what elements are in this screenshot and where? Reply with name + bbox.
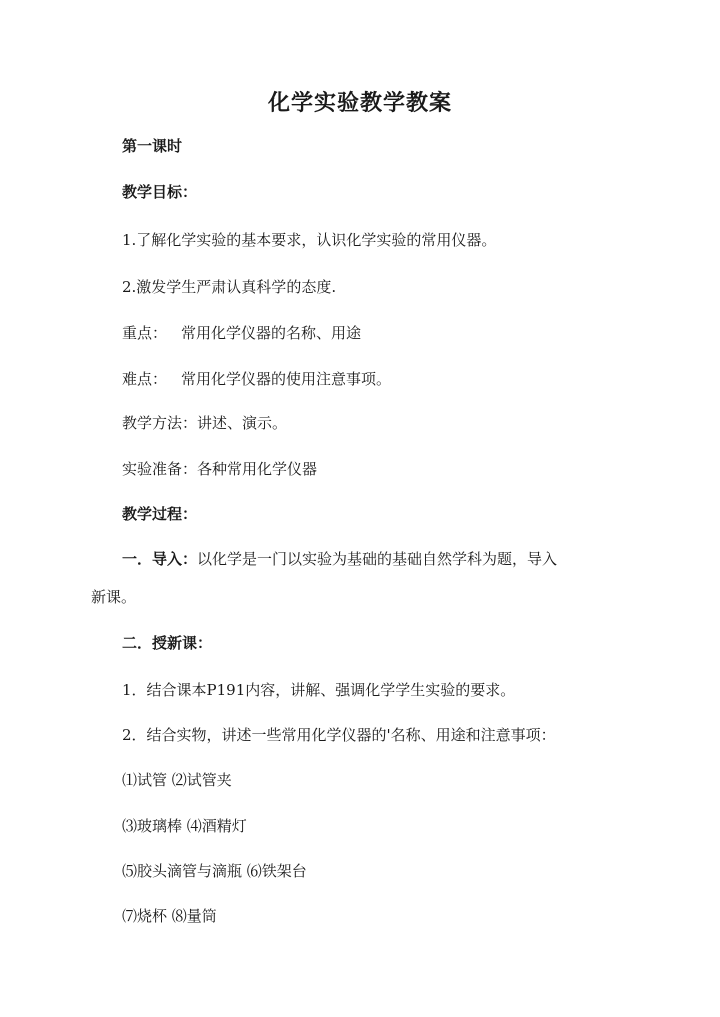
process-heading: 教学过程：: [122, 505, 198, 523]
intro-label: 一．导入：: [122, 550, 198, 568]
difficulty-label: 难点：: [122, 370, 168, 388]
instruments-line-3: ⑸胶头滴管与滴瓶 ⑹铁架台: [122, 862, 307, 880]
step-1: 1．结合课本P191内容，讲解、强调化学学生实验的要求。: [122, 681, 516, 699]
teaching-method: 教学方法：讲述、演示。: [122, 414, 288, 432]
experiment-preparation: 实验准备：各种常用化学仪器: [122, 460, 318, 478]
objective-2: 2.激发学生严肃认真科学的态度.: [122, 278, 337, 296]
objective-1: 1.了解化学实验的基本要求，认识化学实验的常用仪器。: [122, 231, 497, 249]
intro-line-2: 新课。: [91, 588, 137, 606]
instruments-line-2: ⑶玻璃棒 ⑷酒精灯: [122, 817, 247, 835]
key-point-label: 重点：: [122, 324, 168, 342]
key-point-text: 常用化学仪器的名称、用途: [181, 324, 362, 342]
instruments-line-4: ⑺烧杯 ⑻量筒: [122, 907, 217, 925]
intro-text-line-1: 以化学是一门以实验为基础的基础自然学科为题，导入: [197, 550, 558, 568]
objectives-heading: 教学目标：: [122, 183, 198, 201]
difficulty-text: 常用化学仪器的使用注意事项。: [181, 370, 392, 388]
difficulty: [122, 368, 391, 390]
key-point: [122, 322, 361, 344]
instruments-line-1: ⑴试管 ⑵试管夹: [122, 771, 232, 789]
new-lesson-heading: 二．授新课：: [122, 634, 213, 652]
lesson-label: 第一课时: [122, 137, 183, 155]
document-title: 化学实验教学教案: [267, 91, 452, 116]
step-2: 2．结合实物，讲述一些常用化学仪器的'名称、用途和注意事项：: [122, 726, 556, 744]
intro-line-1: [122, 548, 557, 570]
